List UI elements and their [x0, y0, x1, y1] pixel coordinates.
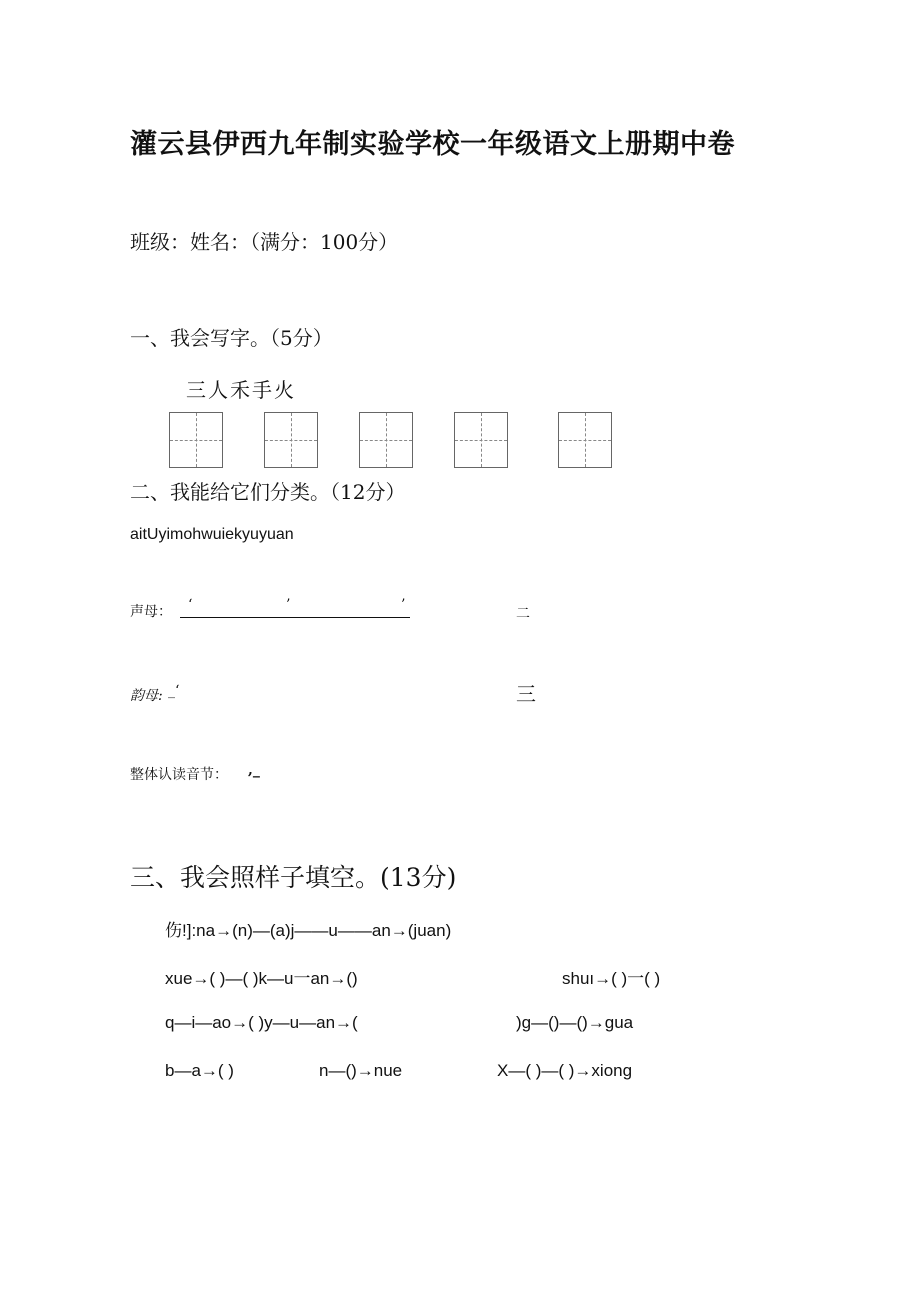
fill-row-2-right[interactable]: shuı→( )一( ) [562, 969, 661, 988]
fill-row-4-c[interactable]: X—( )—( )→xiong [497, 1061, 633, 1080]
zhengti-answer-mark[interactable]: ,_ [248, 762, 260, 778]
yunmu-label: 韵母: [130, 688, 163, 704]
section-1-heading: 一、我会写字。（5分） [130, 326, 333, 350]
shengmu-label: 声母： [130, 604, 172, 620]
practice-characters: 三人禾手火 [186, 378, 296, 402]
side-mark-san: 三 [516, 682, 536, 706]
fill-row-2-left[interactable]: xue→( )—( )k—u一an→() [165, 969, 358, 988]
pinyin-letters: aitUyimohwuiekyuyuan [130, 526, 294, 543]
shengmu-mark-1: ‘ [188, 597, 193, 613]
writing-grid-box[interactable] [169, 412, 223, 468]
shengmu-mark-2: ’ [286, 597, 291, 613]
side-mark-er: 二 [516, 606, 530, 622]
fill-row-3-left[interactable]: q—i—ao→( )y—u—an→( [165, 1013, 358, 1032]
fill-row-4-b[interactable]: n—()→nue [319, 1061, 403, 1080]
yunmu-answer-mark[interactable]: _‘ [168, 683, 180, 699]
section-3-heading: 三、我会照样子填空。(13分) [130, 863, 457, 892]
writing-grid-box[interactable] [264, 412, 318, 468]
writing-grid-box[interactable] [558, 412, 612, 468]
shengmu-mark-3: ’ [401, 597, 406, 613]
shengmu-answer-line[interactable] [180, 600, 410, 618]
example-row: 伤!]:na→(n)—(a)j——u——an→(juan) [165, 921, 452, 940]
writing-grid-box[interactable] [454, 412, 508, 468]
fill-row-3-right[interactable]: )g—()—()→gua [516, 1013, 634, 1032]
zhengti-label: 整体认读音节： [130, 767, 228, 783]
writing-grid-box[interactable] [359, 412, 413, 468]
page-title: 灌云县伊西九年制实验学校一年级语文上册期中卷 [130, 129, 735, 160]
fill-row-4-a[interactable]: b—a→( ) [165, 1061, 234, 1080]
student-info-line: 班级：姓名：（满分：100分） [130, 230, 399, 254]
section-2-heading: 二、我能给它们分类。（12分） [130, 480, 406, 504]
